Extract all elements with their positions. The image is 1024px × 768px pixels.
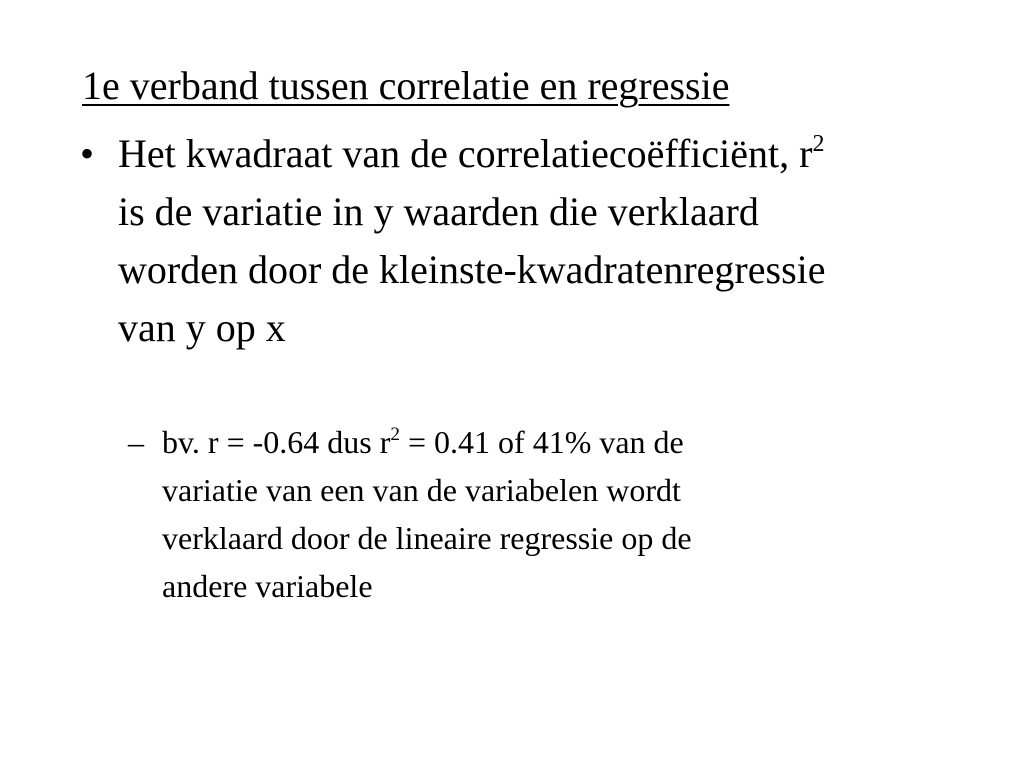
main-bullet	[80, 125, 950, 357]
bullet-marker: •	[80, 131, 95, 176]
bullet-line-2: is de variatie in y waarden die verklaard	[118, 189, 759, 234]
bullet-text	[118, 125, 950, 357]
superscript-2: 2	[812, 130, 825, 157]
sub-bullet-line-4: andere variabele	[162, 568, 373, 604]
superscript-2: 2	[390, 423, 400, 445]
sub-bullet-line-2: variatie van een van de variabelen wordt	[162, 472, 681, 508]
bullet-line-1	[118, 125, 950, 183]
bullet-line-4: van y op x	[118, 305, 286, 350]
sub-bullet	[128, 418, 928, 610]
sub-bullet-line-1-start: bv. r = -0.64 dus r	[162, 424, 391, 460]
bullet-line-1-text: Het kwadraat van de correlatiecoëfficiënt, r	[118, 131, 813, 176]
sub-bullet-line-1	[162, 418, 928, 466]
sub-bullet-line-1-end: = 0.41 of 41% van de	[399, 424, 684, 460]
slide-title: 1e verband tussen correlatie en regressie	[82, 63, 730, 108]
sub-bullet-text	[162, 418, 928, 610]
bullet-line-3: worden door de kleinste-kwadratenregressie	[118, 247, 826, 292]
sub-bullet-line-3: verklaard door de lineaire regressie op de	[162, 520, 692, 556]
sub-bullet-marker: –	[128, 424, 144, 460]
